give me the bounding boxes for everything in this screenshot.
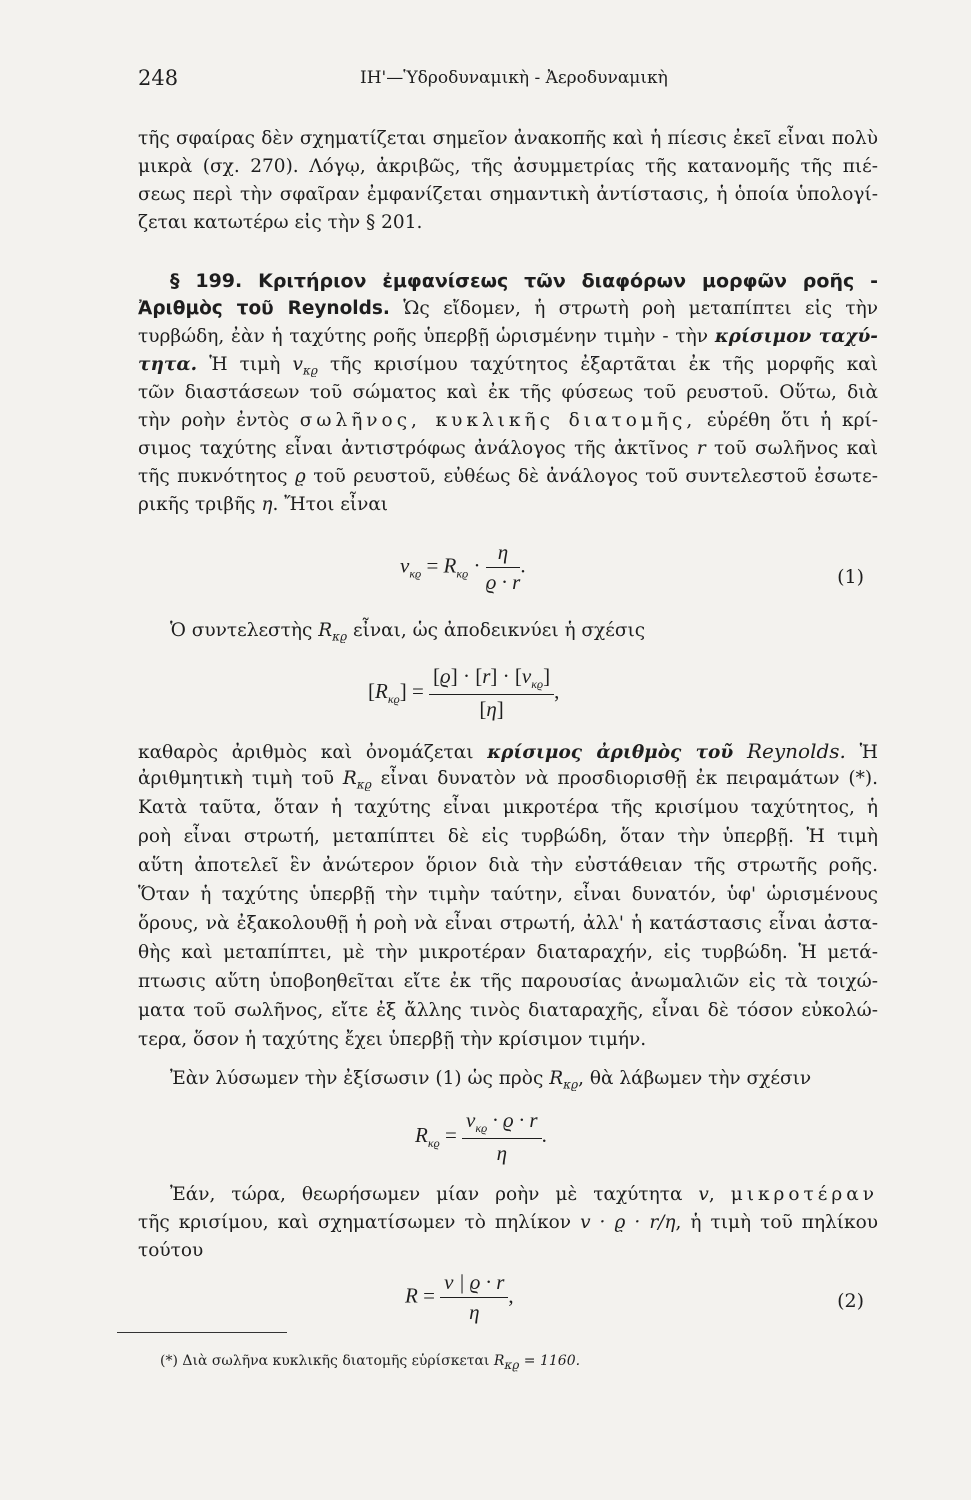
equation-2: R = $\frac{v | ϱ \cdot r}{\eta}$ , [405, 1270, 514, 1324]
quotient-expression: v · ϱ · r/η [580, 1212, 676, 1233]
equation-rkr: $R_{\kappa ϱ}$ = $\frac{v_{\kappa ϱ} \cdot ϱ \cdot r}{\eta}$ . [415, 1108, 547, 1166]
text-line: τῆς σφαίρας δὲν σχηματίζεται σημεῖον ἀνακοπῆς καὶ ἡ πίεσις ἐκεῖ εἶναι πολὺ [138, 128, 878, 149]
text-line: τερα, ὅσον ἡ ταχύτης ἔχει ὑπερβῇ τὴν κρίσιμον τιμήν. [138, 1029, 647, 1050]
section-heading-cont: Ἀριθμὸς τοῦ Reynolds. [138, 298, 390, 319]
footnote-rule [117, 1332, 287, 1333]
text-line: ὅρους, νὰ ἐξακολουθῇ ἡ ροὴ νὰ εἶναι στρωτή, ἀλλ' ἡ κατάστασις εἶναι ἀστα- [138, 913, 878, 934]
text-line: ματα τοῦ σωλῆνος, εἴτε ἐξ ἄλλης τινὸς διαταραχῆς, εἶναι δὲ τόσον εὐκολώ- [138, 1000, 878, 1021]
text-line: ἀριθμητικὴ τιμὴ τοῦ $R_{\kappa ϱ}$ εἶναι δυνατὸν νὰ προσδιορισθῇ ἐκ πειραμάτων (*). [138, 768, 878, 792]
text-line: Κατὰ ταῦτα, ὅταν ἡ ταχύτης εἶναι μικροτέρα τῆς κρισίμου ταχύτητος, ἡ [138, 797, 878, 818]
page-number: 248 [138, 66, 179, 90]
text-line: τούτου [138, 1240, 204, 1261]
text-line: τὴν ροὴν ἐντὸς σωλῆνος, κυκλικῆς διατομῆς, εὑρέθη ὅτι ἡ κρί- [138, 410, 878, 431]
section-heading: § 199. Κριτήριον ἐμφανίσεως τῶν διαφόρων μορφῶν ροῆς - [170, 270, 878, 292]
text-line: Ὅταν ἡ ταχύτης ὑπερβῇ τὴν τιμὴν ταύτην, εἶναι δυνατόν, ὑφ' ὡρισμένους [138, 884, 878, 905]
equation-2-number: (2) [837, 1290, 864, 1312]
footnote: (*) Διὰ σωλῆνα κυκλικῆς διατομῆς εὑρίσκεται $R_{\kappa ϱ} = 1160$. [160, 1353, 581, 1372]
text-line: πτωσις αὕτη ὑποβοηθεῖται εἴτε ἐκ τῆς παρουσίας ἀνωμαλιῶν εἰς τὰ τοιχώ- [138, 971, 878, 992]
page-header [138, 66, 891, 96]
text-line: τῶν διαστάσεων τοῦ σώματος καὶ ἐκ τῆς φύσεως τοῦ ρευστοῦ. Οὕτω, διὰ [138, 382, 878, 403]
text-line: σιμος ταχύτης εἶναι ἀντιστρόφως ἀνάλογος τῆς ἀκτῖνος r τοῦ σωλῆνος καὶ [138, 438, 878, 459]
equation-1-number: (1) [837, 566, 864, 588]
text-line: Ἐὰν λύσωμεν τὴν ἐξίσωσιν (1) ὡς πρὸς $R_{\kappa ϱ}$, θὰ λάβωμεν τὴν σχέσιν [170, 1068, 812, 1092]
text-line: θὴς καὶ μεταπίπτει, μὲ τὴν μικροτέραν διαταραχήν, εἰς τυρβώδη. Ἡ μετά- [138, 942, 878, 963]
symbol-v: $v_{\kappa ϱ}$ [292, 354, 318, 378]
text-line: τυρβώδη, ἐὰν ἡ ταχύτης ροῆς ὑπερβῇ ὡρισμένην τιμὴν - τὴν κρίσιμον ταχύ- [138, 326, 878, 347]
text-line: τητα. Ἡ τιμὴ $v_{\kappa ϱ}$ τῆς κρισίμου ταχύτητος ἐξαρτᾶται ἐκ τῆς μορφῆς καὶ [138, 354, 879, 378]
text-line: Ὁ συντελεστὴς $R_{\kappa ϱ}$ εἶναι, ὡς ἀποδεικνύει ἡ σχέσις [170, 620, 646, 644]
text-line: Ἐάν, τώρα, θεωρήσωμεν μίαν ροὴν μὲ ταχύτητα v, μικροτέραν [170, 1184, 878, 1205]
text-line: μικρὰ (σχ. 270). Λόγῳ, ἀκριβῶς, τῆς ἀσυμμετρίας τῆς κατανομῆς τῆς πιέ- [138, 156, 878, 177]
text-line: ροὴ εἶναι στρωτή, μεταπίπτει δὲ εἰς τυρβώδη, ὅταν τὴν ὑπερβῇ. Ἡ τιμὴ [138, 826, 878, 847]
text-line: αὕτη ἀποτελεῖ ἓν ἀνώτερον ὅριον διὰ τὴν εὐστάθειαν τῆς στρωτῆς ροῆς. [138, 855, 878, 876]
equation-1: $v_{\kappa ϱ} = R_{\kappa ϱ}$ · $\frac{\eta}{ϱ \cdot r}$ . [400, 540, 526, 594]
term-critical-velocity: κρίσιμον ταχύ- [714, 326, 878, 347]
text-line: σεως περὶ τὴν σφαῖραν ἐμφανίζεται σημαντικὴ ἀντίστασις, ἡ ὁποία ὑπολογί- [138, 184, 878, 205]
text-line: καθαρὸς ἀριθμὸς καὶ ὀνομάζεται κρίσιμος ἀριθμὸς τοῦ Reynolds. Ἡ [138, 739, 878, 763]
text-line: ρικῆς τριβῆς η. Ἤτοι εἶναι [138, 494, 389, 515]
text-line: τῆς κρισίμου, καὶ σχηματίσωμεν τὸ πηλίκον v · ϱ · r/η, ἡ τιμὴ τοῦ πηλίκου [138, 1212, 878, 1233]
text-line: ζεται κατωτέρω εἰς τὴν § 201. [138, 212, 423, 233]
term-critical-reynolds: κρίσιμος ἀριθμὸς τοῦ [487, 742, 734, 763]
equation-dimension: $[R_{\kappa ϱ}]$ = $\frac{[ϱ] \cdot [r] \cdot [v_{\kappa ϱ}]}{[\eta]}$ , [368, 664, 560, 722]
running-head: ΙΗ'—Ὑδροδυναμικὴ - Ἀεροδυναμικὴ [360, 68, 668, 88]
text-line: Ἀριθμὸς τοῦ Reynolds. Ὡς εἴδομεν, ἡ στρωτὴ ροὴ μεταπίπτει εἰς τὴν [138, 298, 879, 319]
text-line: τῆς πυκνότητος ϱ τοῦ ρευστοῦ, εὐθέως δὲ ἀνάλογος τοῦ συντελεστοῦ ἐσωτε- [138, 466, 878, 487]
